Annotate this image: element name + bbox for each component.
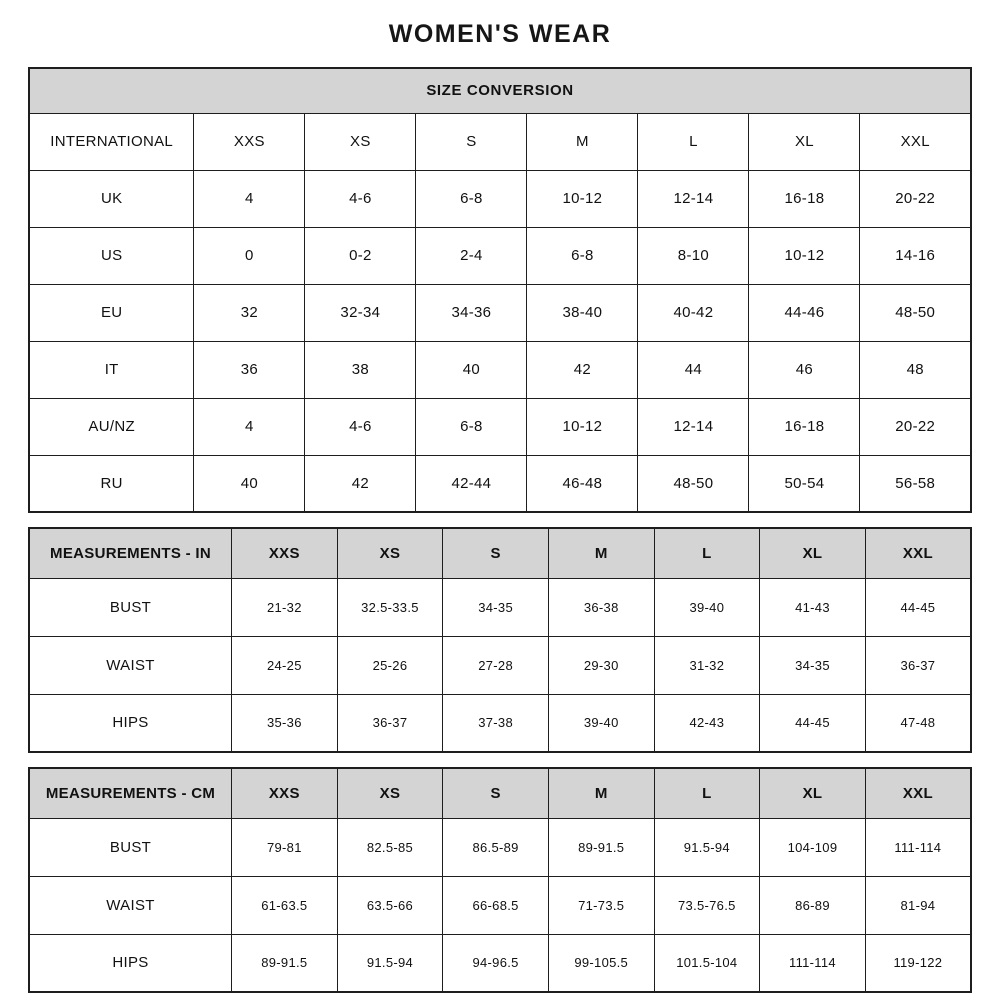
size-header: XXS (232, 528, 338, 578)
size-header: XXL (865, 528, 971, 578)
value-cell: XL (749, 113, 860, 170)
table-row (29, 876, 971, 934)
value-cell: 35-36 (232, 694, 338, 752)
table-row (29, 227, 971, 284)
value-cell: S (416, 113, 527, 170)
value-cell: 41-43 (760, 578, 866, 636)
size-header: XS (337, 768, 443, 818)
value-cell: XXS (194, 113, 305, 170)
value-cell: 66-68.5 (443, 876, 549, 934)
value-cell: 44 (638, 341, 749, 398)
value-cell: 101.5-104 (654, 934, 760, 992)
value-cell: 31-32 (654, 636, 760, 694)
value-cell: 86.5-89 (443, 818, 549, 876)
value-cell: 111-114 (760, 934, 866, 992)
size-header: L (654, 528, 760, 578)
value-cell: 4-6 (305, 170, 416, 227)
value-cell: 42-44 (416, 455, 527, 512)
size-header: S (443, 768, 549, 818)
value-cell: 39-40 (548, 694, 654, 752)
value-cell: M (527, 113, 638, 170)
page-title: WOMEN'S WEAR (388, 20, 612, 48)
value-cell: 48-50 (860, 284, 971, 341)
value-cell: 0-2 (305, 227, 416, 284)
row-label: BUST (29, 818, 232, 876)
value-cell: 40 (194, 455, 305, 512)
measurements-in-table (28, 527, 972, 753)
table-row (29, 818, 971, 876)
row-label: WAIST (29, 636, 232, 694)
value-cell: 32.5-33.5 (337, 578, 443, 636)
value-cell: 44-45 (865, 578, 971, 636)
row-label: US (29, 227, 194, 284)
value-cell: 32 (194, 284, 305, 341)
size-header: XL (760, 528, 866, 578)
value-cell: 2-4 (416, 227, 527, 284)
value-cell: 38-40 (527, 284, 638, 341)
size-header: M (548, 528, 654, 578)
value-cell: 56-58 (860, 455, 971, 512)
value-cell: 14-16 (860, 227, 971, 284)
value-cell: 36-37 (337, 694, 443, 752)
value-cell: 12-14 (638, 170, 749, 227)
size-conversion-header: SIZE CONVERSION (29, 68, 971, 113)
value-cell: 94-96.5 (443, 934, 549, 992)
value-cell: 20-22 (860, 170, 971, 227)
row-label: HIPS (29, 694, 232, 752)
size-header: XXS (232, 768, 338, 818)
value-cell: 21-32 (232, 578, 338, 636)
size-conversion-table (28, 67, 972, 513)
value-cell: L (638, 113, 749, 170)
table-row (29, 284, 971, 341)
value-cell: 37-38 (443, 694, 549, 752)
row-label: BUST (29, 578, 232, 636)
size-header: L (654, 768, 760, 818)
measurements-cm-table (28, 767, 972, 993)
value-cell: 12-14 (638, 398, 749, 455)
value-cell: 10-12 (749, 227, 860, 284)
value-cell: 16-18 (749, 170, 860, 227)
row-label: EU (29, 284, 194, 341)
value-cell: 32-34 (305, 284, 416, 341)
value-cell: 82.5-85 (337, 818, 443, 876)
value-cell: 89-91.5 (232, 934, 338, 992)
value-cell: 91.5-94 (337, 934, 443, 992)
value-cell: 91.5-94 (654, 818, 760, 876)
value-cell: 47-48 (865, 694, 971, 752)
value-cell: 20-22 (860, 398, 971, 455)
value-cell: 63.5-66 (337, 876, 443, 934)
value-cell: 46-48 (527, 455, 638, 512)
table-row (29, 398, 971, 455)
table-row (29, 113, 971, 170)
value-cell: 6-8 (416, 170, 527, 227)
value-cell: 6-8 (416, 398, 527, 455)
value-cell: 36 (194, 341, 305, 398)
value-cell: 104-109 (760, 818, 866, 876)
value-cell: 34-36 (416, 284, 527, 341)
value-cell: 40 (416, 341, 527, 398)
value-cell: 16-18 (749, 398, 860, 455)
value-cell: XS (305, 113, 416, 170)
value-cell: 29-30 (548, 636, 654, 694)
row-label: INTERNATIONAL (29, 113, 194, 170)
measurements-cm-header: MEASUREMENTS - CM (29, 768, 232, 818)
value-cell: 73.5-76.5 (654, 876, 760, 934)
value-cell: 86-89 (760, 876, 866, 934)
value-cell: 4 (194, 170, 305, 227)
value-cell: 34-35 (760, 636, 866, 694)
value-cell: 46 (749, 341, 860, 398)
row-label: HIPS (29, 934, 232, 992)
value-cell: 81-94 (865, 876, 971, 934)
table-row (29, 636, 971, 694)
value-cell: 42 (305, 455, 416, 512)
row-label: IT (29, 341, 194, 398)
value-cell: 44-46 (749, 284, 860, 341)
value-cell: 10-12 (527, 170, 638, 227)
table-row (29, 455, 971, 512)
table-row (29, 934, 971, 992)
size-header: XL (760, 768, 866, 818)
size-header: S (443, 528, 549, 578)
value-cell: 0 (194, 227, 305, 284)
size-header: XXL (865, 768, 971, 818)
value-cell: 4-6 (305, 398, 416, 455)
table-row (29, 341, 971, 398)
value-cell: 79-81 (232, 818, 338, 876)
size-header: M (548, 768, 654, 818)
value-cell: 71-73.5 (548, 876, 654, 934)
value-cell: 27-28 (443, 636, 549, 694)
value-cell: 36-37 (865, 636, 971, 694)
value-cell: 61-63.5 (232, 876, 338, 934)
measurements-in-header: MEASUREMENTS - IN (29, 528, 232, 578)
row-label: UK (29, 170, 194, 227)
value-cell: 48-50 (638, 455, 749, 512)
value-cell: 42 (527, 341, 638, 398)
value-cell: 38 (305, 341, 416, 398)
value-cell: 8-10 (638, 227, 749, 284)
value-cell: 42-43 (654, 694, 760, 752)
value-cell: 99-105.5 (548, 934, 654, 992)
value-cell: 44-45 (760, 694, 866, 752)
row-label: WAIST (29, 876, 232, 934)
value-cell: 50-54 (749, 455, 860, 512)
row-label: RU (29, 455, 194, 512)
table-row (29, 578, 971, 636)
value-cell: 24-25 (232, 636, 338, 694)
table-row (29, 694, 971, 752)
value-cell: 6-8 (527, 227, 638, 284)
value-cell: 25-26 (337, 636, 443, 694)
value-cell: 48 (860, 341, 971, 398)
value-cell: 34-35 (443, 578, 549, 636)
value-cell: 111-114 (865, 818, 971, 876)
value-cell: 39-40 (654, 578, 760, 636)
size-header: XS (337, 528, 443, 578)
value-cell: 36-38 (548, 578, 654, 636)
value-cell: 89-91.5 (548, 818, 654, 876)
row-label: AU/NZ (29, 398, 194, 455)
value-cell: 119-122 (865, 934, 971, 992)
value-cell: 10-12 (527, 398, 638, 455)
table-row (29, 170, 971, 227)
value-cell: XXL (860, 113, 971, 170)
value-cell: 40-42 (638, 284, 749, 341)
value-cell: 4 (194, 398, 305, 455)
